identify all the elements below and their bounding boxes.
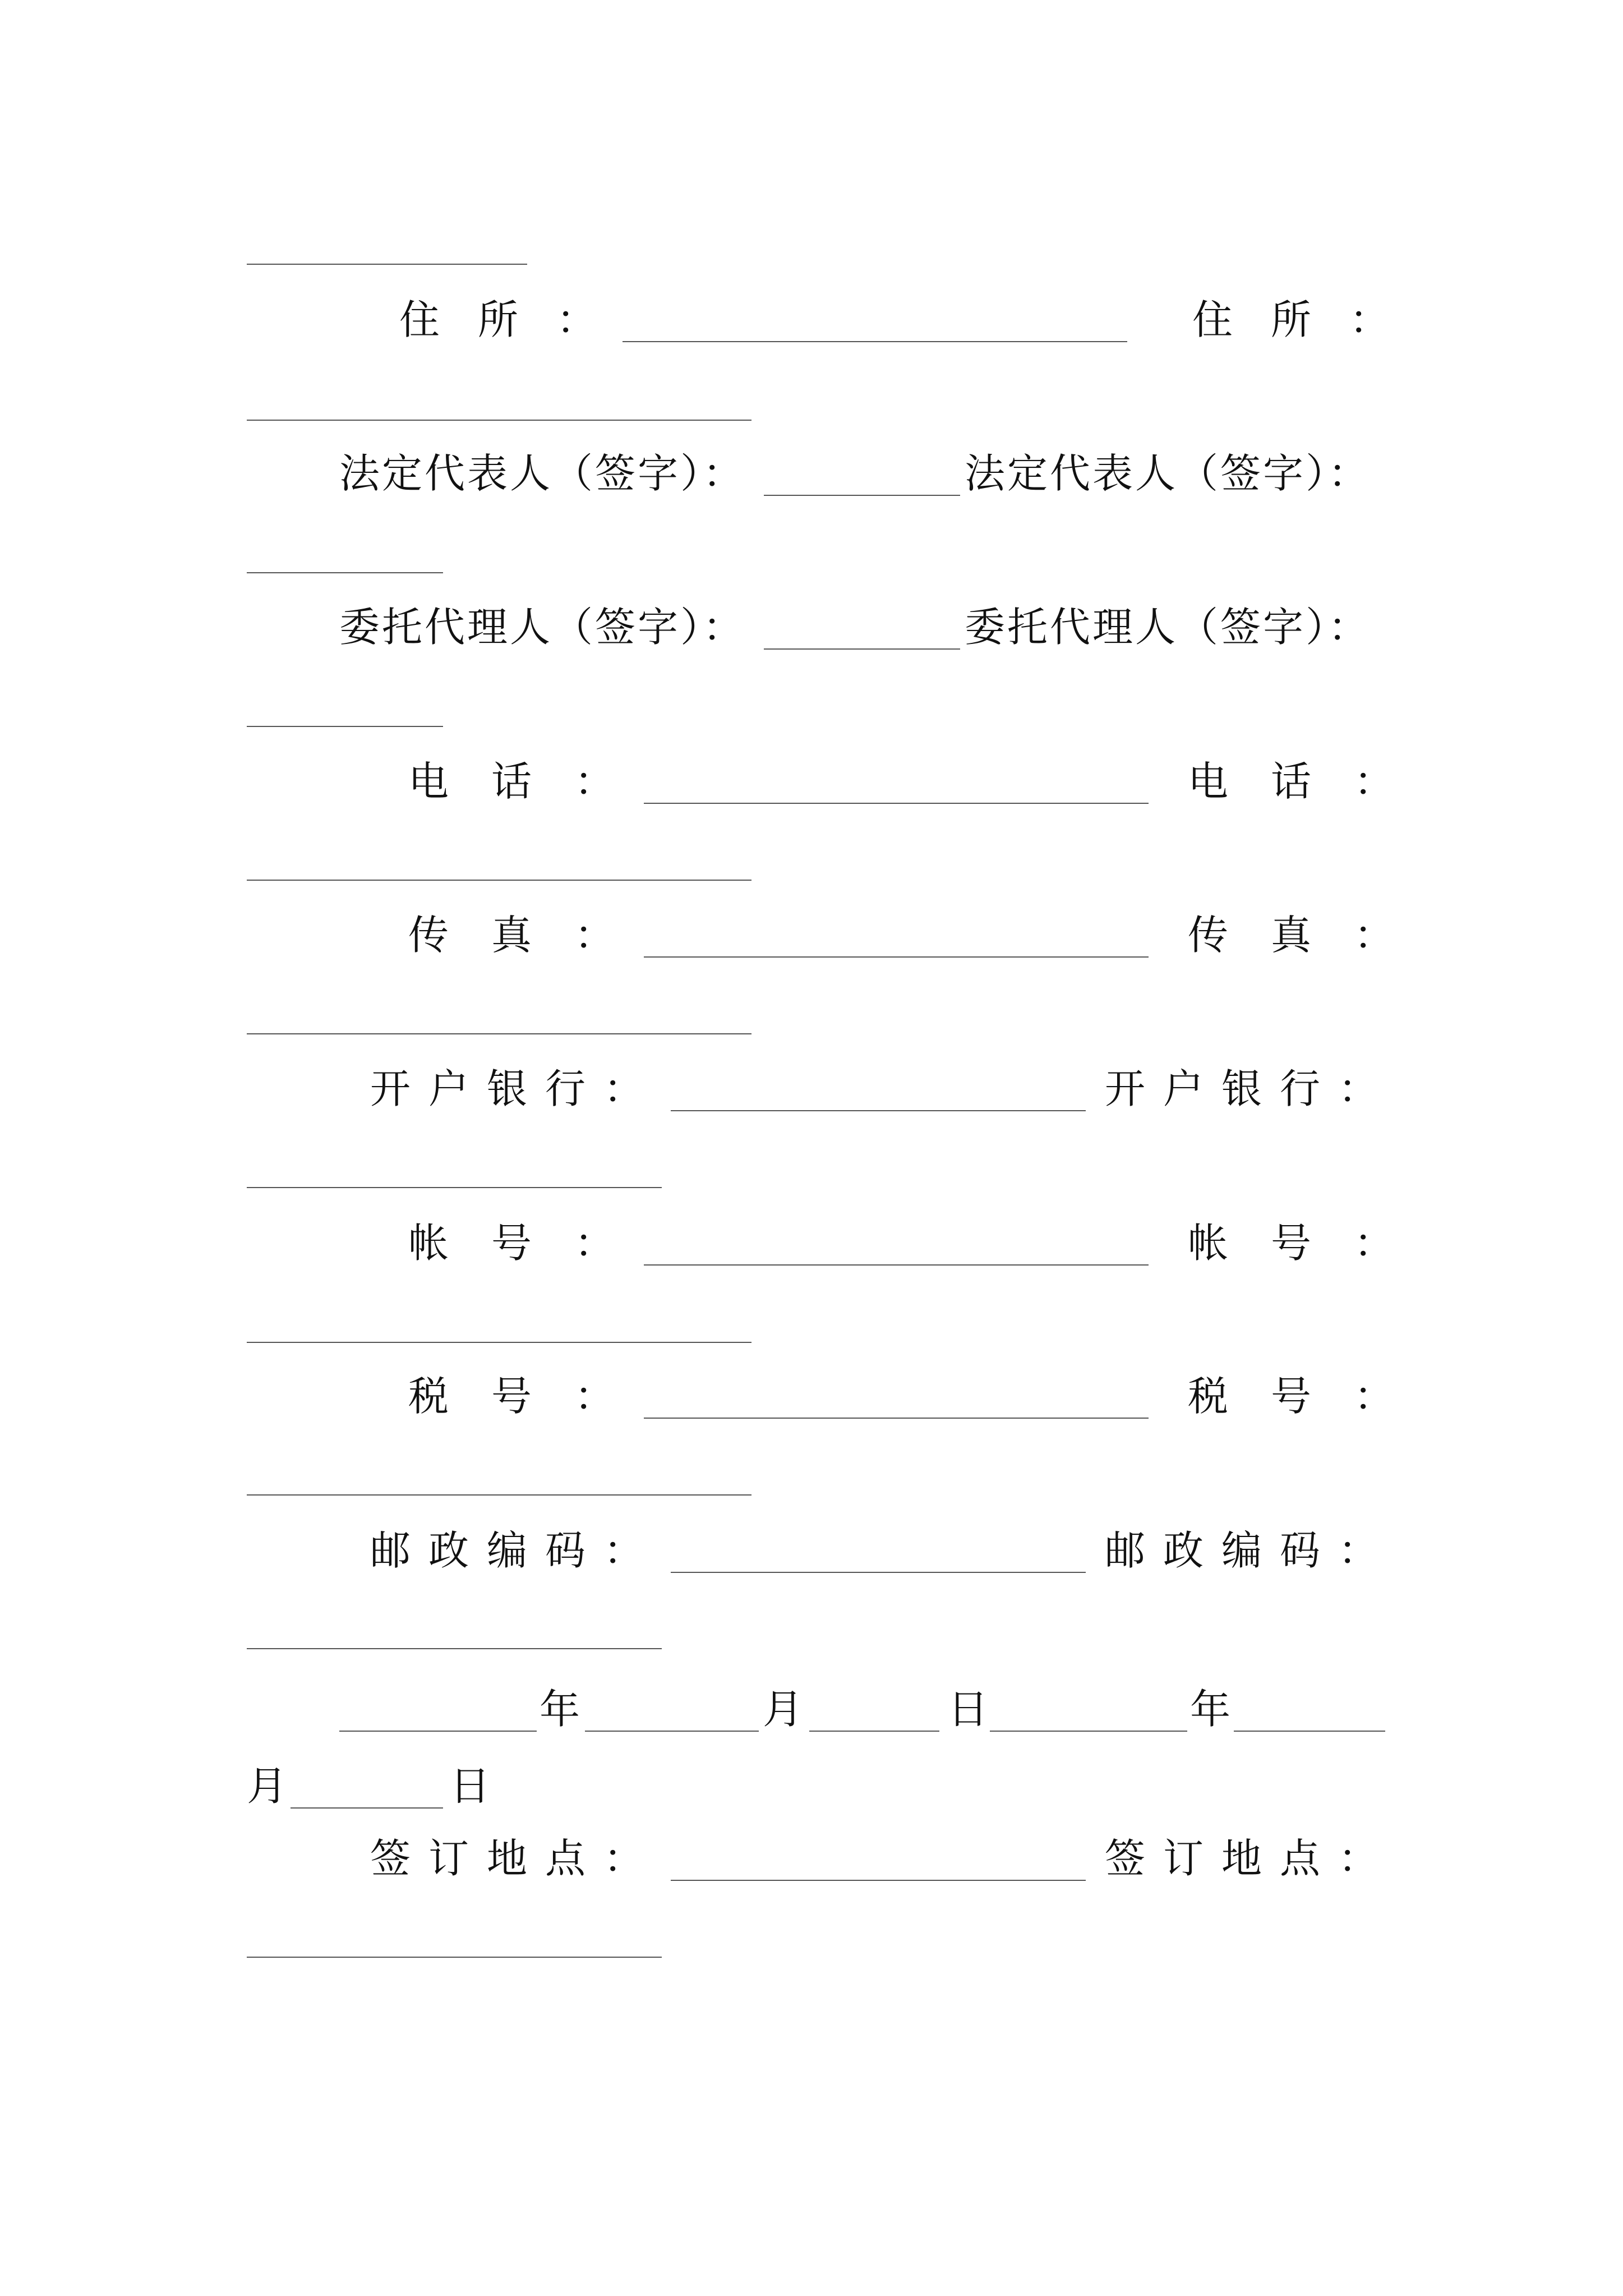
- tax-label-right: 税号：: [1188, 1373, 1437, 1420]
- signing-place-label-left: 签订地点：: [370, 1835, 662, 1882]
- phone-label-right: 电话：: [1188, 758, 1437, 805]
- signing-place-blank-left[interactable]: [671, 1880, 1086, 1881]
- date-month-blank-left[interactable]: [585, 1731, 759, 1732]
- phone-label-left: 电话：: [408, 758, 658, 805]
- postcode-label-right: 邮政编码：: [1105, 1527, 1397, 1574]
- legal-rep-blank-right[interactable]: [247, 572, 443, 573]
- postcode-blank-right[interactable]: [247, 1648, 662, 1649]
- legal-rep-label-right: 法定代表人（签字）：: [965, 450, 1371, 497]
- agent-blank-right[interactable]: [247, 726, 443, 727]
- top-blank-line[interactable]: [247, 264, 527, 265]
- account-blank-right[interactable]: [247, 1342, 751, 1343]
- agent-blank-left[interactable]: [764, 648, 960, 650]
- fax-label-left: 传真：: [408, 912, 658, 959]
- address-label-left: 住所：: [399, 296, 635, 343]
- legal-rep-blank-left[interactable]: [764, 495, 960, 496]
- account-label-left: 帐号：: [408, 1220, 658, 1267]
- signing-place-label-right: 签订地点：: [1105, 1835, 1397, 1882]
- account-blank-left[interactable]: [644, 1264, 1149, 1266]
- signing-place-blank-right[interactable]: [247, 1957, 662, 1958]
- date-day-blank-left[interactable]: [809, 1731, 939, 1732]
- tax-label-left: 税号：: [408, 1373, 658, 1420]
- date-day-label-left: 日: [948, 1686, 989, 1733]
- tax-blank-left[interactable]: [644, 1418, 1149, 1419]
- postcode-blank-left[interactable]: [671, 1572, 1086, 1573]
- date-year-label-left: 年: [540, 1686, 580, 1733]
- address-label-right: 住所：: [1192, 296, 1428, 343]
- date-day-label-right: 日: [450, 1763, 491, 1810]
- account-label-right: 帐号：: [1188, 1220, 1437, 1267]
- date-day-blank-right[interactable]: [291, 1807, 443, 1809]
- date-year-label-right: 年: [1190, 1686, 1231, 1733]
- postcode-label-left: 邮政编码：: [370, 1527, 662, 1574]
- date-year-blank-left[interactable]: [339, 1731, 537, 1732]
- bank-blank-right[interactable]: [247, 1187, 662, 1188]
- date-year-blank-right[interactable]: [990, 1731, 1187, 1732]
- legal-rep-label-left: 法定代表人（签字）：: [339, 450, 746, 497]
- bank-label-left: 开户银行：: [370, 1065, 662, 1112]
- date-month-label-left: 月: [763, 1686, 804, 1733]
- agent-label-left: 委托代理人（签字）：: [339, 604, 746, 651]
- fax-blank-left[interactable]: [644, 956, 1149, 958]
- bank-label-right: 开户银行：: [1105, 1065, 1397, 1112]
- tax-blank-right[interactable]: [247, 1494, 751, 1496]
- date-month-label-right: 月: [247, 1763, 288, 1810]
- address-blank-right[interactable]: [247, 420, 751, 421]
- fax-blank-right[interactable]: [247, 1033, 751, 1034]
- bank-blank-left[interactable]: [671, 1110, 1086, 1111]
- date-month-blank-right[interactable]: [1234, 1731, 1385, 1732]
- phone-blank-right[interactable]: [247, 880, 751, 881]
- phone-blank-left[interactable]: [644, 803, 1149, 804]
- fax-label-right: 传真：: [1188, 912, 1437, 959]
- address-blank-left[interactable]: [623, 341, 1127, 342]
- agent-label-right: 委托代理人（签字）：: [965, 604, 1371, 651]
